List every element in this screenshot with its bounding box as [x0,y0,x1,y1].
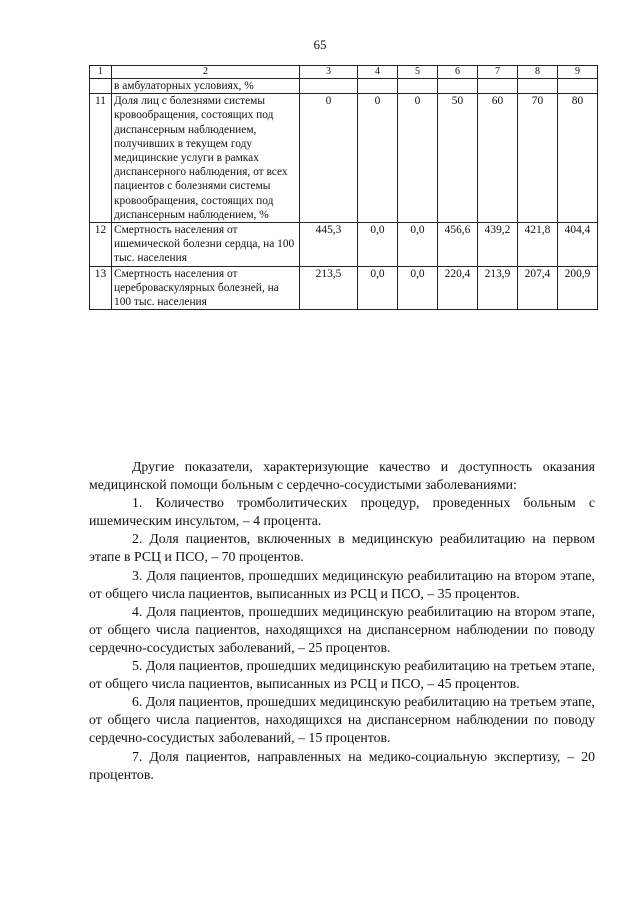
indicator-paragraph: 6. Доля пациентов, прошедших медицинскую реабилитацию на третьем этапе, от общего числа пациентов, находящихся на диспансерном наблюдении по поводу сердечно-сосудистых заболеваний, – 15 процентов. [89,694,595,746]
indicator-name: Смертность населения от цереброваскулярных болезней, на 100 тыс. населения [112,266,300,310]
column-header: 2 [112,66,300,79]
indicator-paragraph: 5. Доля пациентов, прошедших медицинскую реабилитацию на третьем этапе, от общего числа пациентов, выписанных из РСЦ и ПСО, – 45 процентов. [89,658,595,692]
column-header: 3 [300,66,358,79]
indicator-paragraph: 7. Доля пациентов, направленных на медико-социальную экспертизу, – 20 процентов. [89,748,595,782]
indicator-name: Смертность населения от ишемической болезни сердца, на 100 тыс. населения [112,223,300,267]
cell-value: 220,4 [438,266,478,310]
table-row [90,94,598,223]
cell-value: 404,4 [558,223,598,267]
row-number [90,79,112,94]
cell-value: 70 [518,94,558,223]
indicator-paragraph: 4. Доля пациентов, прошедших медицинскую реабилитацию на втором этапе, от общего числа пациентов, находящихся на диспансерном наблюдении по поводу сердечно-сосудистых заболеваний, – 25 процентов. [89,603,595,655]
intro-paragraph: Другие показатели, характеризующие качество и доступность оказания медицинской помощи больным с сердечно-сосудистыми заболеваниями: [89,459,595,493]
cell-value: 213,9 [478,266,518,310]
row-number: 13 [90,266,112,310]
cell-value: 207,4 [518,266,558,310]
cell-value: 0,0 [398,223,438,267]
cell-value: 80 [558,94,598,223]
indicator-name: в амбулаторных условиях, % [112,79,300,94]
body-text [89,458,595,784]
cell-value [300,79,358,94]
cell-value: 456,6 [438,223,478,267]
column-header: 4 [358,66,398,79]
column-header: 7 [478,66,518,79]
cell-value: 50 [438,94,478,223]
cell-value: 421,8 [518,223,558,267]
page-number: 65 [313,37,327,52]
cell-value [478,79,518,94]
column-header: 6 [438,66,478,79]
column-header: 8 [518,66,558,79]
column-header: 1 [90,66,112,79]
table-row [90,266,598,310]
row-number: 11 [90,94,112,223]
cell-value: 0,0 [358,266,398,310]
indicator-paragraph: 3. Доля пациентов, прошедших медицинскую реабилитацию на втором этапе, от общего числа пациентов, выписанных из РСЦ и ПСО, – 35 процентов. [89,567,595,601]
cell-value [558,79,598,94]
cell-value: 439,2 [478,223,518,267]
table-header-row [90,66,598,79]
indicator-paragraph: 2. Доля пациентов, включенных в медицинскую реабилитацию на первом этапе в РСЦ и ПСО, – 70 процентов. [89,531,595,565]
cell-value: 200,9 [558,266,598,310]
cell-value [438,79,478,94]
indicator-paragraph: 1. Количество тромболитических процедур, проведенных больным с ишемическим инсультом, – 4 процента. [89,495,595,529]
column-header: 9 [558,66,598,79]
cell-value [518,79,558,94]
cell-value: 0 [398,94,438,223]
indicators-table [89,65,598,310]
cell-value: 213,5 [300,266,358,310]
cell-value: 445,3 [300,223,358,267]
cell-value: 0 [300,94,358,223]
cell-value [358,79,398,94]
indicator-name: Доля лиц с болезнями системы кровообращения, состоящих под диспансерным наблюдением, получивших в текущем году медицинские услуги в рамках диспансерного наблюдения, от всех пациентов с болезнями системы кровообращения, состоящих под диспансерным наблюдением, % [112,94,300,223]
cell-value [398,79,438,94]
cell-value: 0,0 [358,223,398,267]
column-header: 5 [398,66,438,79]
cell-value: 0,0 [398,266,438,310]
table-row [90,79,598,94]
row-number: 12 [90,223,112,267]
cell-value: 0 [358,94,398,223]
table-row [90,223,598,267]
cell-value: 60 [478,94,518,223]
